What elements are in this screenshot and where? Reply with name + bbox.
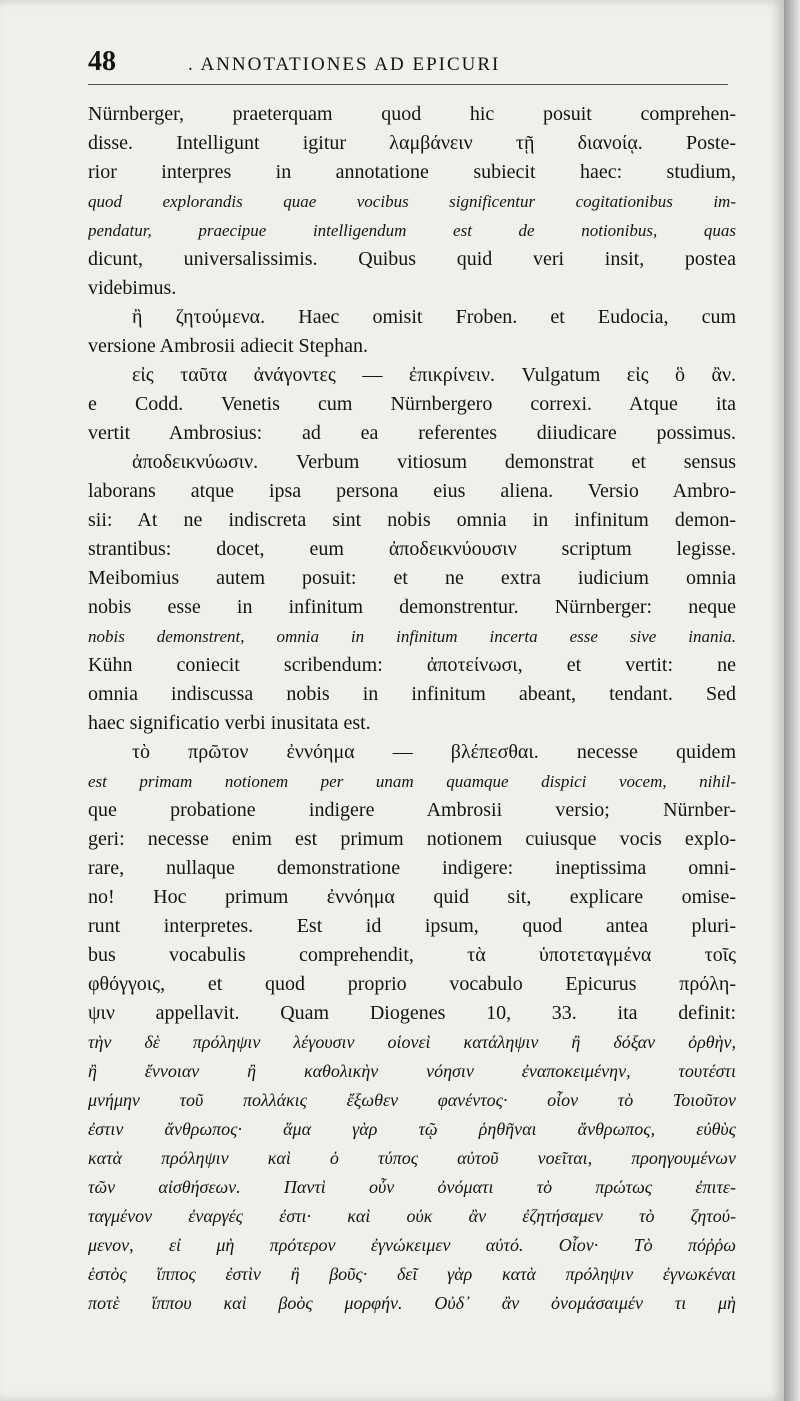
text-line: τῶν αἰσθήσεων. Παντὶ οὖν ὀνόματι τὸ πρώτως ἐπιτε- [88, 1177, 736, 1197]
text-line: ποτὲ ἵππου καὶ βοὸς μορφήν. Οὐδ᾽ ἂν ὀνομάσαιμέν τι μὴ [88, 1293, 736, 1313]
text-line: no! Hoc primum ἐννόημα quid sit, explicare omise- [88, 886, 736, 908]
text-line: sii: At ne indiscreta sint nobis omnia in infinitum demon- [88, 509, 736, 531]
text-line: μενον, εἰ μὴ πρότερον ἐγνώκειμεν αὐτό. Οἷον· Τὸ πόῤῥω [88, 1235, 736, 1255]
text-line: versione Ambrosii adiecit Stephan. [88, 335, 368, 357]
text-line: strantibus: docet, eum ἀποδεικνύουσιν scriptum legisse. [88, 538, 736, 560]
page-number: 48 [88, 46, 116, 77]
text-line: φθόγγοις, et quod proprio vocabulo Epicurus πρόλη- [88, 973, 736, 995]
text-line: omnia indiscussa nobis in infinitum abeant, tendant. Sed [88, 683, 736, 705]
text-line: nobis demonstrent, omnia in infinitum incerta esse sive inania. [88, 627, 736, 646]
text-line: dicunt, universalissimis. Quibus quid veri insit, postea [88, 248, 736, 270]
text-line: nobis esse in infinitum demonstrentur. Nürnberger: neque [88, 596, 736, 618]
text-line: ἢ ζητούμενα. Haec omisit Froben. et Eudocia, cum [132, 306, 736, 328]
text-line: bus vocabulis comprehendit, τὰ ὑποτεταγμένα τοῖς [88, 944, 736, 966]
text-line: e Codd. Venetis cum Nürnbergero correxi. Atque ita [88, 393, 736, 415]
text-line: ἢ ἔννοιαν ἢ καθολικὴν νόησιν ἐναποκειμένην, τουτέστι [88, 1061, 736, 1081]
text-line: τὴν δὲ πρόληψιν λέγουσιν οἱονεὶ κατάληψιν ἢ δόξαν ὀρθὴν, [88, 1032, 736, 1052]
page-header [88, 44, 728, 85]
text-line: ψιν appellavit. Quam Diogenes 10, 33. ita definit: [88, 1002, 736, 1024]
text-line: geri: necesse enim est primum notionem cuiusque vocis explo- [88, 828, 736, 850]
text-line: μνήμην τοῦ πολλάκις ἔξωθεν φανέντος· οἷον τὸ Τοιοῦτον [88, 1090, 736, 1110]
text-line: vertit Ambrosius: ad ea referentes diiudicare possimus. [88, 422, 736, 444]
text-line: laborans atque ipsa persona eius aliena. Versio Ambro- [88, 480, 736, 502]
text-line: runt interpretes. Est id ipsum, quod antea pluri- [88, 915, 736, 937]
body-text [88, 100, 736, 1318]
text-line: quod explorandis quae vocibus significentur cogitationibus im- [88, 192, 736, 211]
text-line: τὸ πρῶτον ἐννόημα — βλέπεσθαι. necesse quidem [132, 741, 736, 763]
text-line: disse. Intelligunt igitur λαμβάνειν τῇ διανοίᾳ. Poste- [88, 132, 736, 154]
text-line: Nürnberger, praeterquam quod hic posuit comprehen- [88, 103, 736, 125]
text-line: rior interpres in annotatione subiecit haec: studium, [88, 161, 736, 183]
text-line: Kühn coniecit scribendum: ἀποτείνωσι, et vertit: ne [88, 654, 736, 676]
text-line: ἀποδεικνύωσιν. Verbum vitiosum demonstrat et sensus [132, 451, 736, 473]
text-line: videbimus. [88, 277, 177, 299]
text-line: est primam notionem per unam quamque dispici vocem, nihil- [88, 772, 736, 791]
text-line: ταγμένον ἐναργές ἐστι· καὶ οὐκ ἂν ἐζητήσαμεν τὸ ζητού- [88, 1206, 736, 1226]
text-line: que probatione indigere Ambrosii versio; Nürnber- [88, 799, 736, 821]
text-line: ἐστιν ἄνθρωπος· ἅμα γὰρ τῷ ῥηθῆναι ἄνθρωπος, εὐθὺς [88, 1119, 736, 1139]
text-line: εἰς ταῦτα ἀνάγοντες — ἐπικρίνειν. Vulgatum εἰς ὃ ἂν. [132, 364, 736, 386]
running-head: . ANNOTATIONES AD EPICURI [188, 54, 501, 75]
text-line: ἑστὸς ἵππος ἐστὶν ἢ βοῦς· δεῖ γὰρ κατὰ πρόληψιν ἐγνωκέναι [88, 1264, 736, 1284]
text-line: haec significatio verbi inusitata est. [88, 712, 371, 734]
text-line: pendatur, praecipue intelligendum est de notionibus, quas [88, 221, 736, 240]
page-edge [784, 0, 800, 1401]
text-line: rare, nullaque demonstratione indigere: ineptissima omni- [88, 857, 736, 879]
text-line: κατὰ πρόληψιν καὶ ὁ τύπος αὐτοῦ νοεῖται, προηγουμένων [88, 1148, 736, 1168]
text-line: Meibomius autem posuit: et ne extra iudicium omnia [88, 567, 736, 589]
